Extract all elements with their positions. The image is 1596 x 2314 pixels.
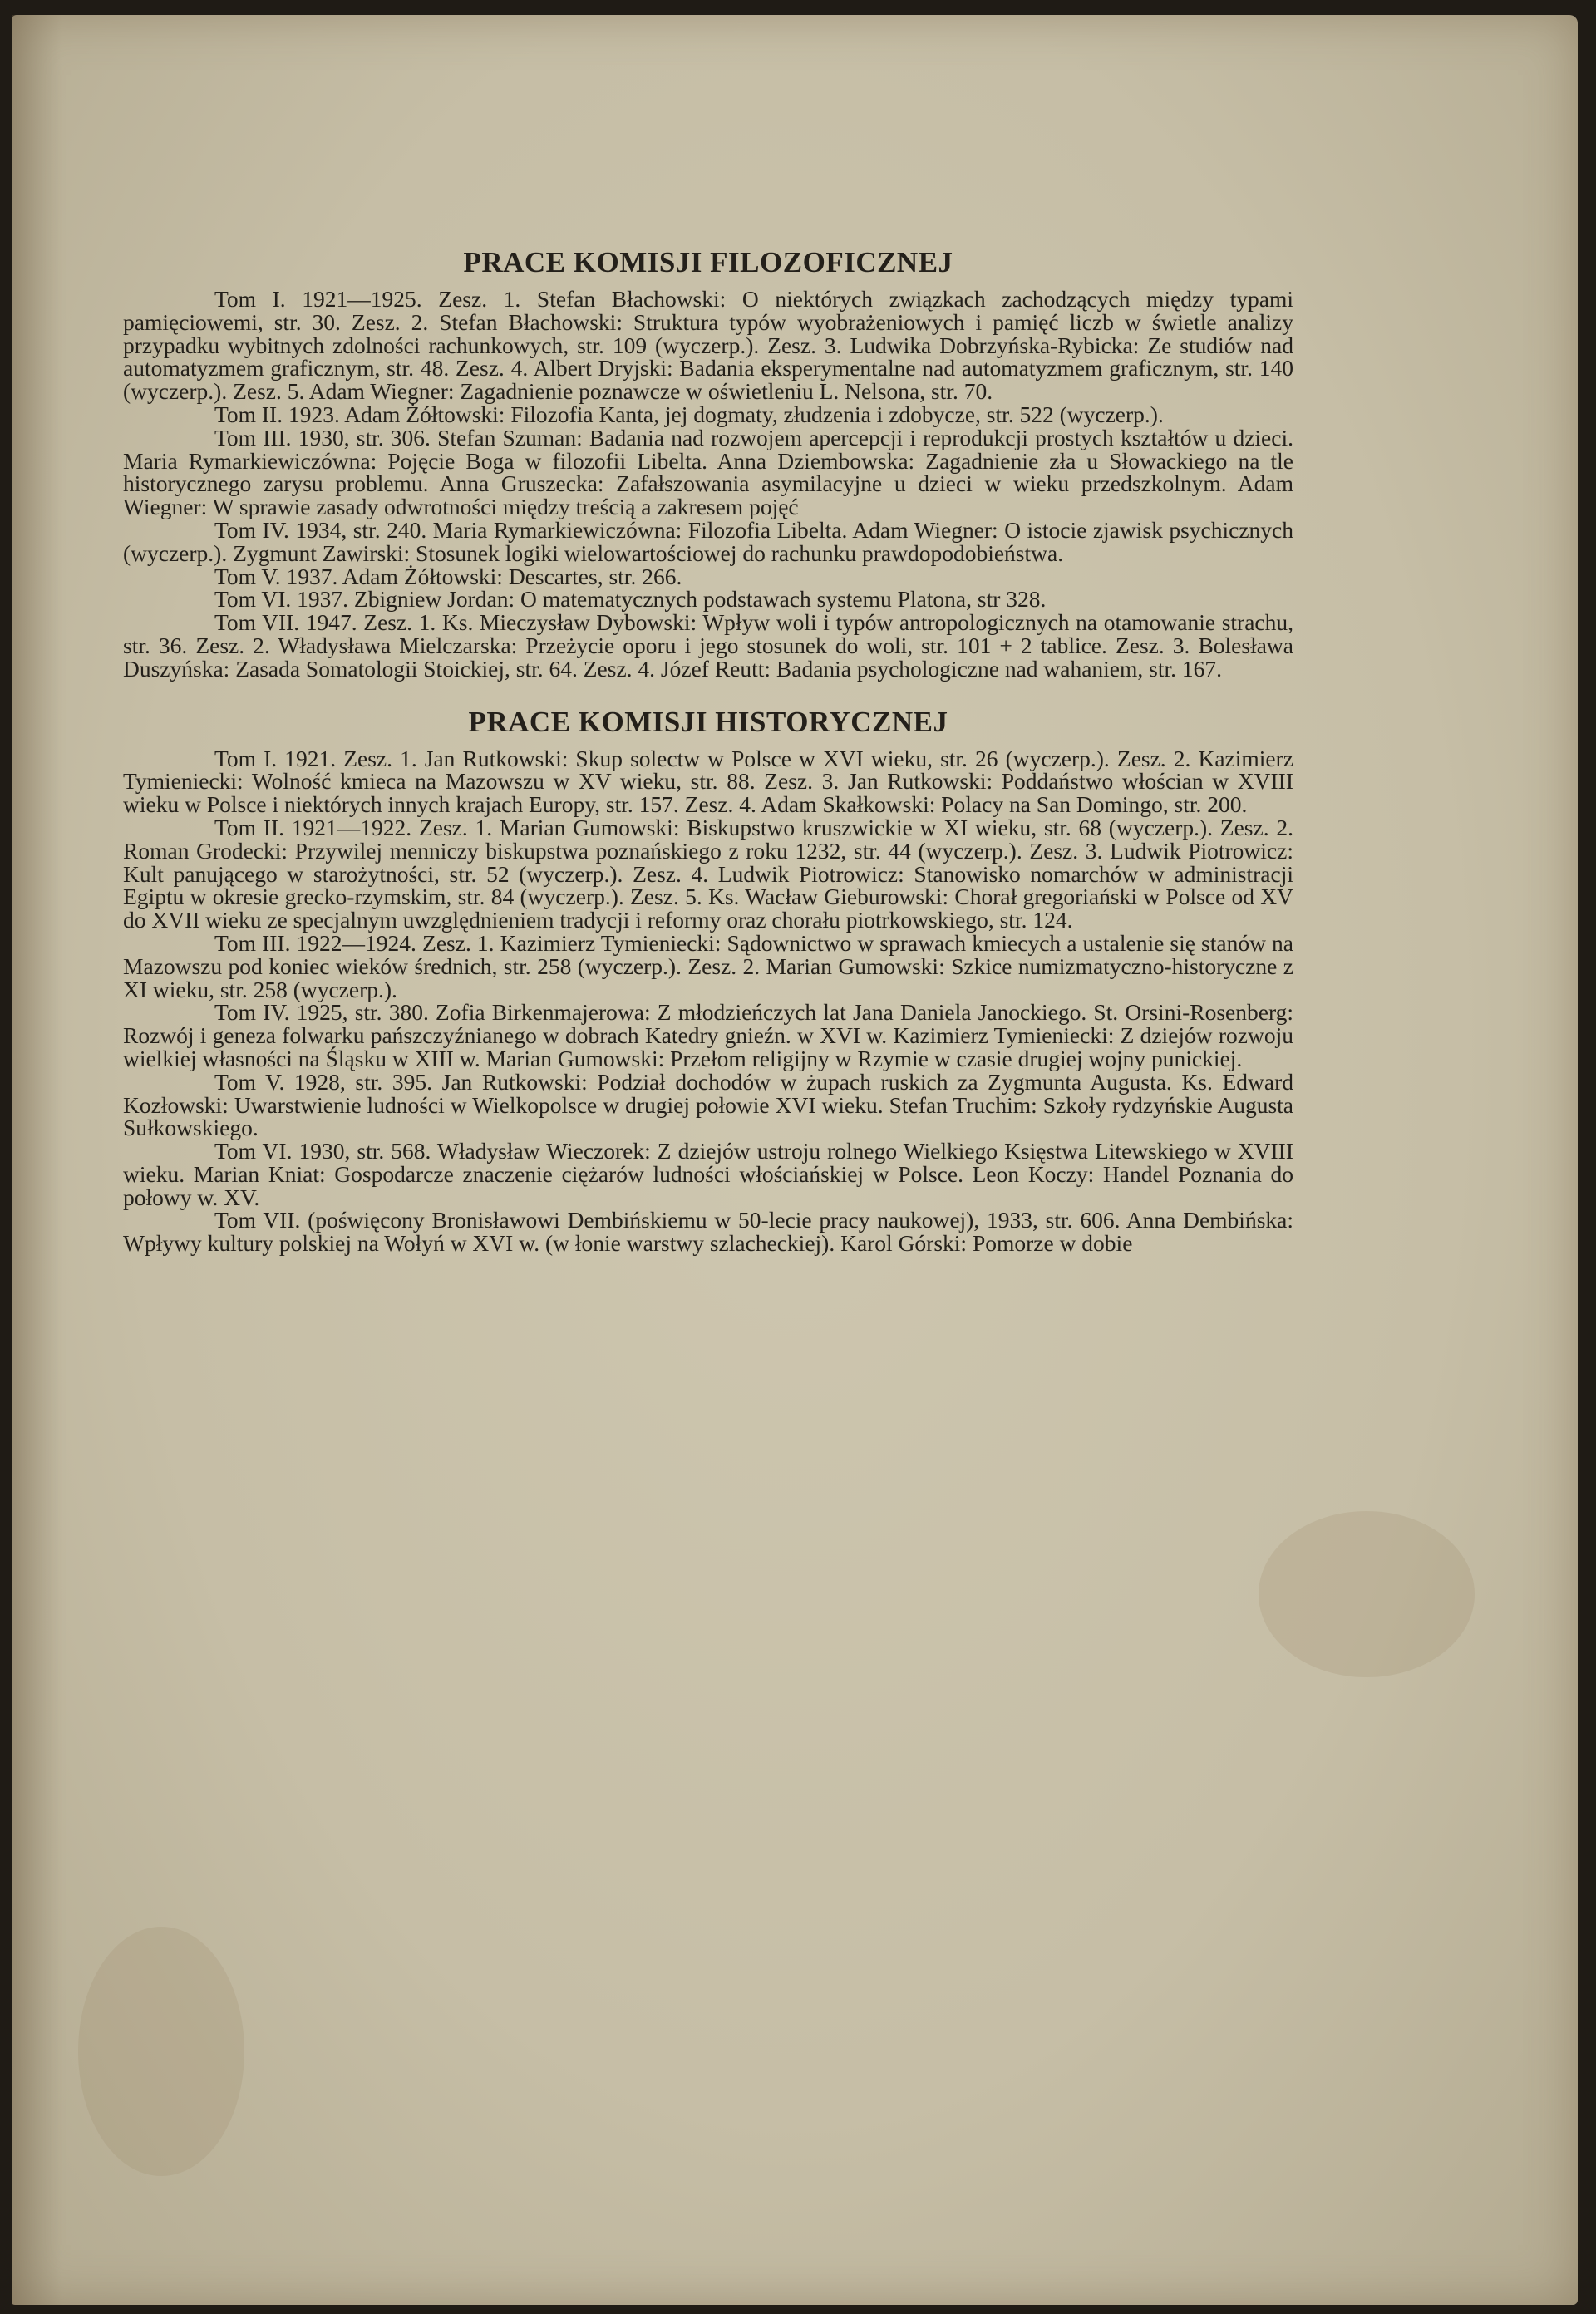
entry-phil-tom-5: Tom V. 1937. Adam Żółtowski: Descartes, str. 266. [214,563,682,589]
entry-hist-tom-1: Tom I. 1921. Zesz. 1. Jan Rutkowski: Skup solectw w Polsce w XVI wieku, str. 26 (wyczerp.). Zesz. 2. Kazimierz Tymieniecki: Wolność kmieca na Mazowszu w XV wieku, str. 88. Zesz. 3. Jan Rutkowski: Poddaństwo włościan w XVIII wieku w Polsce i niektórych innych krajach Europy, str. 157. Zesz. 4. Adam Skałkowski: Polacy na San Domingo, str. 200. [123,745,1293,818]
entry-phil-tom-1: Tom I. 1921—1925. Zesz. 1. Stefan Błachowski: O niektórych związkach zachodzących między typami pamięciowemi, str. 30. Zesz. 2. Stefan Błachowski: Struktura typów wyobrażeniowych i pamięć liczb w świetle analizy przypadku wybitnych zdolności rachunkowych, str. 109 (wyczerp.). Zesz. 3. Ludwika Dobrzyńska-Rybicka: Ze studiów nad automatyzmem graficznym, str. 48. Zesz. 4. Albert Dryjski: Badania eksperymentalne nad automatyzmem graficznym, str. 140 (wyczerp.). Zesz. 5. Adam Wiegner: Zagadnienie poznawcze w oświetleniu L. Nelsona, str. 70. [123,286,1293,405]
entry-phil-tom-6: Tom VI. 1937. Zbigniew Jordan: O matematycznych podstawach systemu Platona, str 328. [214,586,1047,613]
entry-hist-tom-7: Tom VII. (poświęcony Bronisławowi Dembińskiemu w 50-lecie pracy naukowej), 1933, str. 606. Anna Dembińska: Wpływy kultury polskiej na Wołyń w XVI w. (w łonie warstwy szlacheckiej). Karol Górski: Pomorze w dobie [123,1207,1293,1257]
entry-hist-tom-4: Tom IV. 1925, str. 380. Zofia Birkenmajerowa: Z młodzieńczych lat Jana Daniela Janockiego. St. Orsini-Rosenberg: Rozwój i geneza folwarku pańszczyźnianego w dobrach Katedry gnieźn. w XVI w. Kazimierz Tymieniecki: Z dziejów rozwoju wielkiej własności na Śląsku w XIII w. Marian Gumowski: Przełom religijny w Rzymie w czasie drugiej wojny punickiej. [123,999,1293,1071]
paper-stain [1259,1511,1475,1677]
entry-phil-tom-2: Tom II. 1923. Adam Żółtowski: Filozofia Kanta, jej dogmaty, złudzenia i zdobycze, str. 522 (wyczerp.). [214,401,1164,427]
section-heading-history: PRACE KOMISJI HISTORYCZNEJ [468,705,948,738]
entry-hist-tom-5: Tom V. 1928, str. 395. Jan Rutkowski: Podział dochodów w żupach ruskich za Zygmunta Augusta. Ks. Edward Kozłowski: Uwarstwienie ludności w Wielkopolsce w drugiej połowie XVI wieku. Stefan Truchim: Szkoły rydzyńskie Augusta Sułkowskiego. [123,1068,1293,1141]
entry-phil-tom-4: Tom IV. 1934, str. 240. Maria Rymarkiewiczówna: Filozofia Libelta. Adam Wiegner: O istocie zjawisk psychicznych (wyczerp.). Zygmunt Zawirski: Stosunek logiki wielowartościowej do rachunku prawdopodobieństwa. [123,516,1293,566]
entry-hist-tom-2: Tom II. 1921—1922. Zesz. 1. Marian Gumowski: Biskupstwo kruszwickie w XI wieku, str. 68 (wyczerp.). Zesz. 2. Roman Grodecki: Przywilej menniczy biskupstwa poznańskiego z roku 1232, str. 44 (wyczerp.). Zesz. 3. Ludwik Piotrowicz: Kult panującego w starożytności, str. 52 (wyczerp.). Zesz. 4. Ludwik Piotrowicz: Stanowisko nomarchów w administracji Egiptu w okresie grecko-rzymskim, str. 84 (wyczerp.). Zesz. 5. Ks. Wacław Gieburowski: Chorał gregoriański w Polsce od XV do XVII wieku ze specjalnym uwzględnieniem tradycji i reformy oraz chorału piotrkowskiego, str. 124. [123,814,1293,933]
entry-phil-tom-7: Tom VII. 1947. Zesz. 1. Ks. Mieczysław Dybowski: Wpływ woli i typów antropologicznych na otamowanie strachu, str. 36. Zesz. 2. Władysława Mielczarska: Przeżycie oporu i jego stosunek do woli, str. 101 + 2 tablice. Zesz. 3. Bolesława Duszyńska: Zasada Somatologii Stoickiej, str. 64. Zesz. 4. Józef Reutt: Badania psychologiczne nad wahaniem, str. 167. [123,609,1293,682]
paper-stain [78,1927,244,2176]
page-content [123,221,1293,1255]
entry-phil-tom-3: Tom III. 1930, str. 306. Stefan Szuman: Badania nad rozwojem apercepcji i reprodukcji prostych kształtów u dzieci. Maria Rymarkiewiczówna: Pojęcie Boga w filozofii Libelta. Anna Dziembowska: Zagadnienie zła u Słowackiego na tle historycznego zarysu problemu. Anna Gruszecka: Zafałszowania asymilacyjne u dzieci w wieku przedszkolnym. Adam Wiegner: W sprawie zasady odwrotności między treścią a zakresem pojęć [123,424,1293,520]
entry-hist-tom-3: Tom III. 1922—1924. Zesz. 1. Kazimierz Tymieniecki: Sądownictwo w sprawach kmiecych a ustalenie się stanów na Mazowszu pod koniec wieków średnich, str. 258 (wyczerp.). Zesz. 2. Marian Gumowski: Szkice numizmatyczno-historyczne z XI wieku, str. 258 (wyczerp.). [123,929,1293,1002]
section-heading-philosophy: PRACE KOMISJI FILOZOFICZNEJ [463,246,953,278]
book-page [12,15,1578,2305]
entry-hist-tom-6: Tom VI. 1930, str. 568. Władysław Wieczorek: Z dziejów ustroju rolnego Wielkiego Księstwa Litewskiego w XVIII wieku. Marian Kniat: Gospodarcze znaczenie ciężarów ludności włościańskiej w Polsce. Leon Koczy: Handel Poznania do połowy w. XV. [123,1138,1293,1210]
page-shadow [12,15,62,2305]
